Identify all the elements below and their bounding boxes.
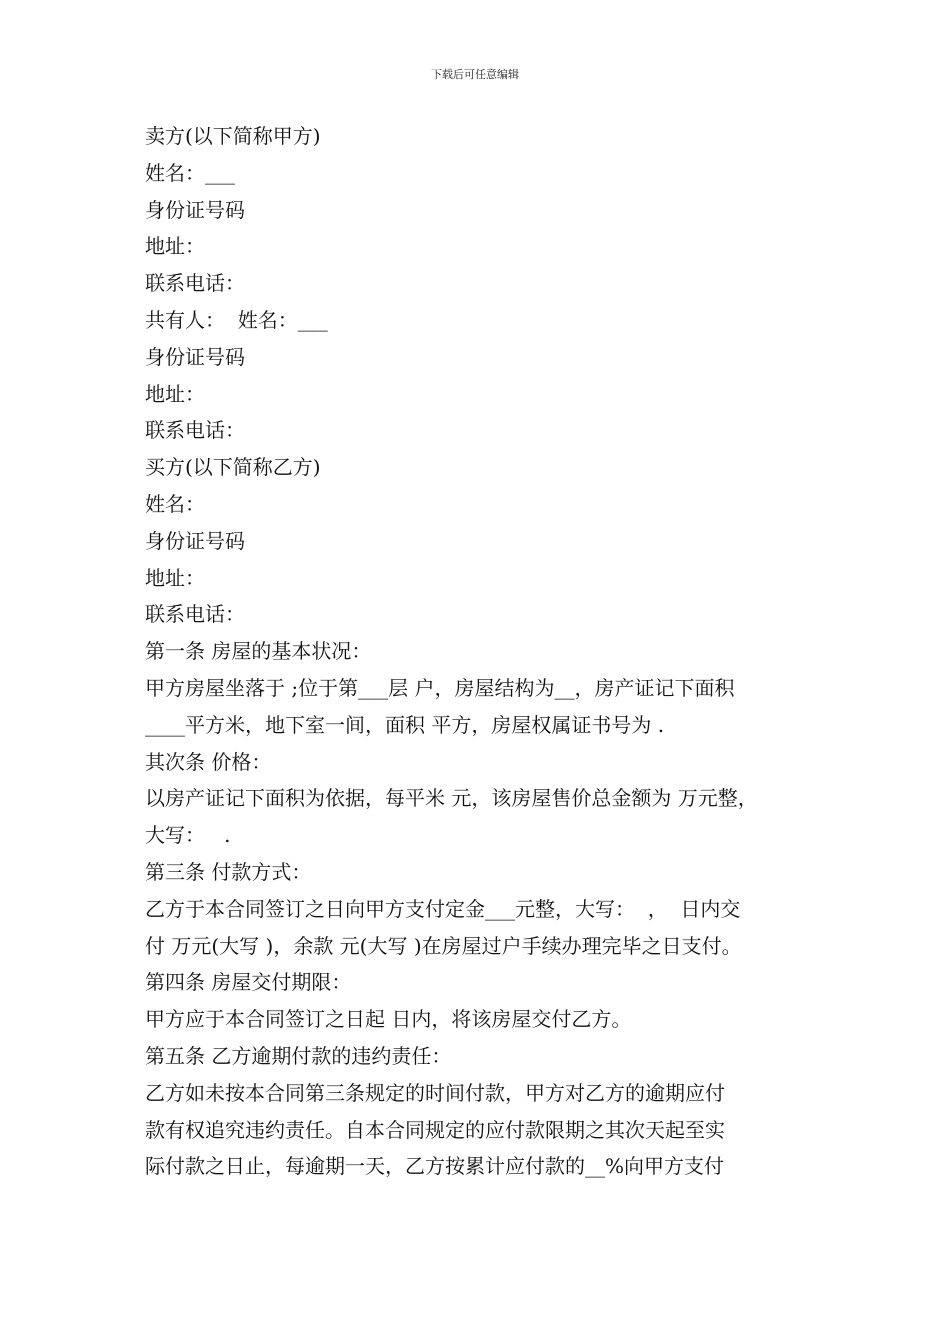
co-owner-id-line: 身份证号码 — [145, 344, 245, 369]
co-owner-name-line: 共有人： 姓名：___ — [145, 307, 328, 332]
page-header: 下载后可任意编辑 — [431, 68, 519, 81]
article-5-heading: 第五条 乙方逾期付款的违约责任： — [145, 1043, 452, 1068]
article-4-heading: 第四条 房屋交付期限： — [145, 970, 352, 995]
article-2-text: 以房产证记下面积为依据，每平米 元，该房屋售价总金额为 万元整， — [145, 786, 758, 811]
article-1-text: ____平方米，地下室一间，面积 平方，房屋权属证书号为 . — [145, 712, 665, 737]
article-5-text: 际付款之日止，每逾期一天，乙方按累计应付款的__%向甲方支付 — [145, 1154, 725, 1179]
buyer-id-line: 身份证号码 — [145, 528, 245, 553]
seller-id-line: 身份证号码 — [145, 197, 245, 222]
seller-address-line: 地址： — [145, 234, 205, 259]
article-1-text: 甲方房屋坐落于 ;位于第___层 户，房屋结构为__，房产证记下面积 — [145, 675, 735, 700]
article-1-heading: 第一条 房屋的基本状况： — [145, 639, 372, 664]
document-body — [145, 118, 820, 1185]
seller-phone-line: 联系电话： — [145, 271, 245, 296]
article-2-text: 大写： . — [145, 823, 231, 848]
article-3-heading: 第三条 付款方式： — [145, 859, 312, 884]
article-5-text: 款有权追究违约责任。自本合同规定的应付款限期之其次天起至实 — [145, 1117, 725, 1142]
seller-name-line: 姓名：___ — [145, 160, 235, 185]
article-3-text: 乙方于本合同签订之日向甲方支付定金___元整，大写： ， 日内交 — [145, 896, 741, 921]
co-owner-address-line: 地址： — [145, 381, 205, 406]
article-2-heading: 其次条 价格： — [145, 749, 272, 774]
buyer-name-line: 姓名： — [145, 491, 205, 516]
article-3-text: 付 万元(大写 )，余款 元(大写 )在房屋过户手续办理完毕之日支付。 — [145, 933, 742, 958]
buyer-address-line: 地址： — [145, 565, 205, 590]
seller-heading: 卖方(以下简称甲方) — [145, 124, 321, 148]
buyer-phone-line: 联系电话： — [145, 602, 245, 627]
buyer-heading: 买方(以下简称乙方) — [145, 455, 321, 480]
article-4-text: 甲方应于本合同签订之日起 日内，将该房屋交付乙方。 — [145, 1007, 632, 1032]
co-owner-phone-line: 联系电话： — [145, 418, 245, 443]
article-5-text: 乙方如未按本合同第三条规定的时间付款，甲方对乙方的逾期应付 — [145, 1080, 725, 1105]
